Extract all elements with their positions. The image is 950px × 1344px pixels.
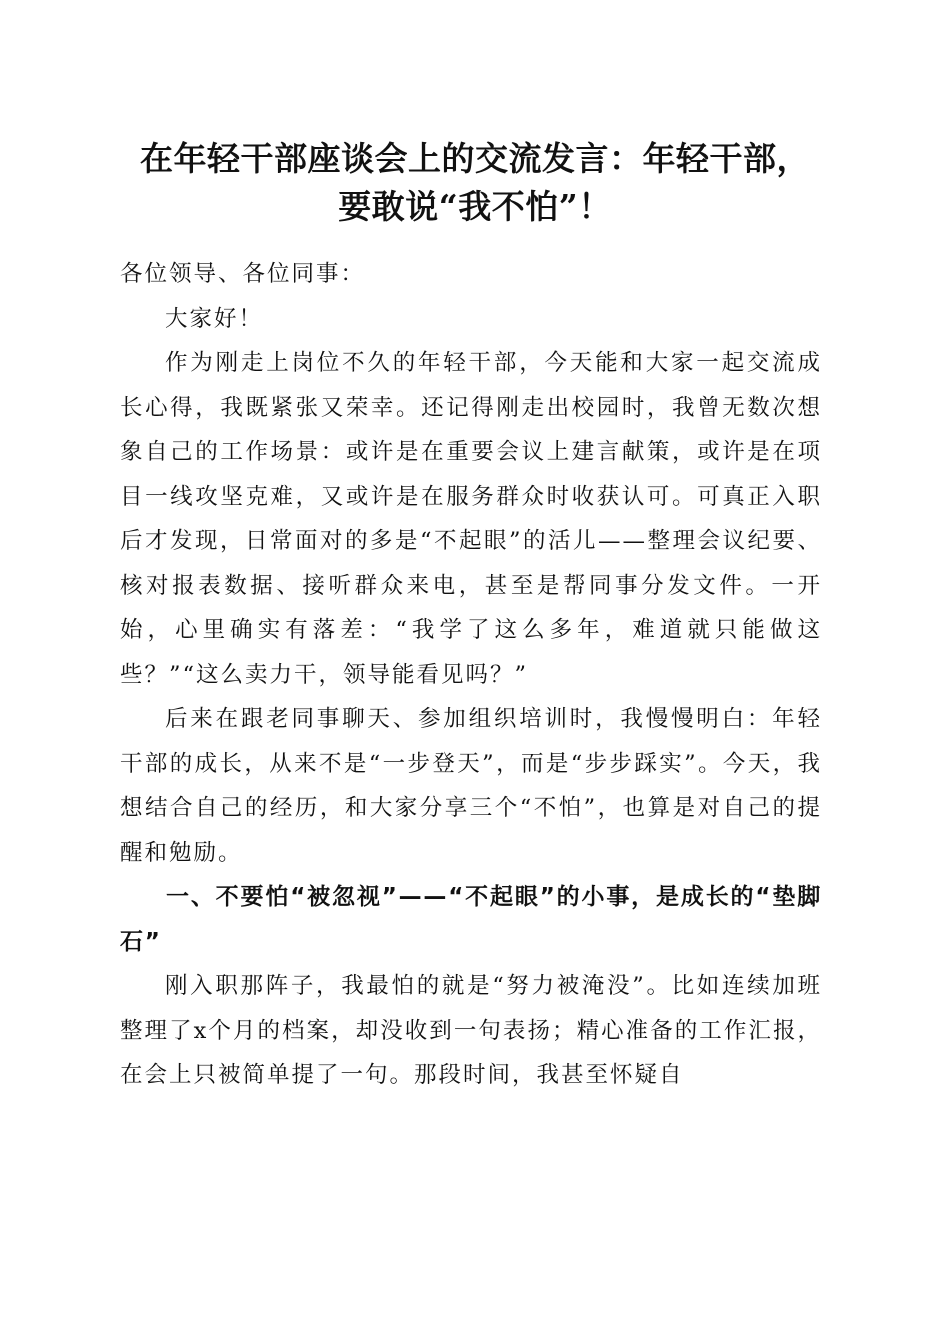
section-1-paragraph: 刚入职那阵子，我最怕的就是“努力被淹没”。比如连续加班整理了x个月的档案，却没收到一句表扬；精心准备的工作汇报，在会上只被简单提了一句。那段时间，我甚至怀疑自 [120,973,822,1088]
paragraph-intro: 作为刚走上岗位不久的年轻干部，今天能和大家一起交流成长心得，我既紧张又荣幸。还记得刚走出校园时，我曾无数次想象自己的工作场景：或许是在重要会议上建言献策，或许是在项目一线攻坚克难，又或许是在服务群众时收获认可。可真正入职后才发现，日常面对的多是“不起眼”的活儿——整理会议纪要、核对报表数据、接听群众来电，甚至是帮同事分发文件。一开始，心里确实有落差：“我学了这么多年，难道就只能做这些？”“这么卖力干，领导能看见吗？” [120,350,822,688]
title-line-2: 要敢说“我不怕”！ [338,187,612,226]
document-body [120,252,822,1098]
salutation: 大家好！ [165,305,264,332]
greeting: 各位领导、各位同事： [120,261,366,287]
paragraph-reflection: 后来在跟老同事聊天、参加组织培训时，我慢慢明白：年轻干部的成长，从来不是“一步登天”，而是“步步踩实”。今天，我想结合自己的经历，和大家分享三个“不怕”，也算是对自己的提醒和勉励。 [120,706,822,866]
document-title [110,135,840,231]
section-heading-1: 一、不要怕“被忽视”——“不起眼”的小事，是成长的“垫脚石” [120,884,822,955]
title-line-1: 在年轻干部座谈会上的交流发言：年轻干部， [140,139,810,178]
